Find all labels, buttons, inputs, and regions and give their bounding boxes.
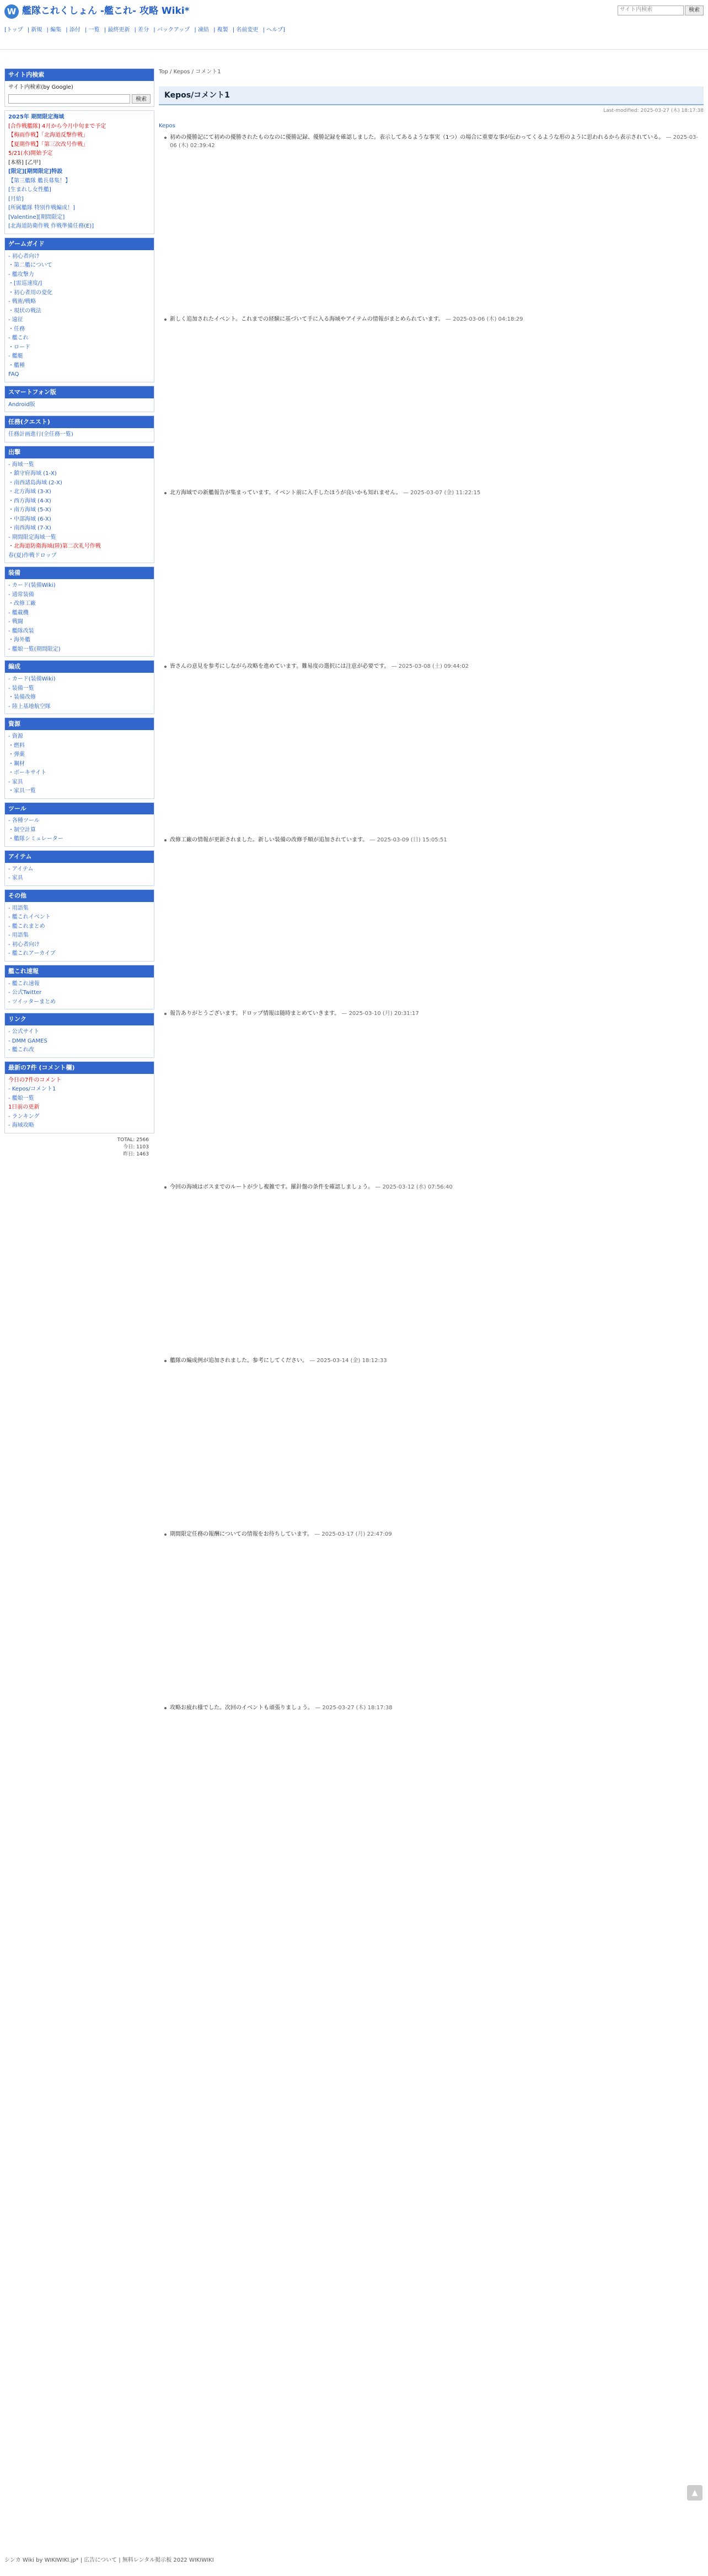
event-item[interactable]: [合作戦艦隊] 4月から今月中旬まで予定 — [8, 123, 106, 129]
nav-rename[interactable]: | 名前変更 — [232, 27, 259, 33]
scroll-top-icon[interactable]: ▲ — [687, 2485, 702, 2501]
game-guide-box — [4, 237, 154, 382]
comment-date: — 2025-03-12 (水) 07:56:40 — [375, 1184, 453, 1191]
resource-item[interactable]: - 家具 — [8, 779, 23, 785]
link-title: リンク — [5, 1013, 154, 1025]
event-item[interactable]: 5/21(水)開始予定 — [8, 150, 53, 157]
sortie-item[interactable]: ・北方海域 (3-X) — [8, 489, 51, 495]
resource-item[interactable]: ・弾薬 — [8, 752, 25, 758]
nav-copy[interactable]: | 複製 — [213, 27, 228, 33]
guide-item[interactable]: - 艦艇 — [8, 353, 23, 360]
guide-item[interactable]: ・任務 — [8, 326, 25, 332]
tools-title: ツール — [5, 803, 154, 815]
sortie-item[interactable]: ・中部海域 (6-X) — [8, 516, 51, 522]
equip-title: 編成 — [5, 661, 154, 673]
comment-item — [170, 1530, 704, 1538]
other-box — [4, 889, 154, 962]
recent-item[interactable]: - 艦娘一覧 — [8, 1095, 34, 1101]
comment-text: 期間限定任務の報酬についての情報をお待ちしています。 — [170, 1531, 315, 1538]
news-title: 艦これ速報 — [5, 965, 154, 978]
resource-item[interactable]: ・燃料 — [8, 742, 25, 749]
event-sub[interactable]: [所属艦隊 特別作戦編成！] — [8, 205, 75, 212]
sortie-item[interactable]: ・南方海域 (5-X) — [8, 507, 51, 514]
nav-backup[interactable]: | バックアップ — [153, 27, 190, 33]
recent-item: 1日前の更新 — [8, 1104, 40, 1111]
site-search-box — [4, 68, 154, 107]
equip-box — [4, 660, 154, 714]
comment-text: 新しく追加されたイベント。これまでの経験に基づいて手に入る海域やアイテムの情報がまとめられています。 — [170, 316, 446, 323]
fleet-item[interactable]: - 艦隊改装 — [8, 628, 34, 634]
resource-item[interactable]: ・家具一覧 — [8, 788, 36, 794]
nav-help[interactable]: | ヘルプ] — [262, 27, 286, 33]
resource-box — [4, 717, 154, 798]
comment-text: 艦隊の編成例が追加されました。参考にしてください。 — [170, 1358, 310, 1364]
guide-item[interactable]: ・ロード — [8, 344, 30, 350]
news-item[interactable]: - 艦これ速報 — [8, 980, 40, 987]
fleet-item[interactable]: ・改修工廠 — [8, 601, 36, 607]
comment-date: — 2025-03-17 (月) 22:47:09 — [314, 1531, 392, 1538]
other-item[interactable]: - 用語集 — [8, 905, 29, 911]
quest-title: 任務(クエスト) — [5, 416, 154, 428]
recent-item[interactable]: - 海域攻略 — [8, 1122, 34, 1129]
fleet-item[interactable]: - 艦載機 — [8, 609, 29, 616]
sortie-item[interactable]: ・西方海域 (4-X) — [8, 498, 51, 504]
site-header — [0, 0, 708, 50]
fleet-box — [4, 566, 154, 657]
comment-date: — 2025-03-14 (金) 18:12:33 — [309, 1358, 387, 1364]
nav-recent[interactable]: | 最終更新 — [104, 27, 130, 33]
guide-item[interactable]: - 戦術/戦略 — [8, 299, 36, 305]
event-sub[interactable]: [北海道防衛作戦 作戦準備任務(E)] — [8, 223, 94, 230]
items-title: アイテム — [5, 851, 154, 863]
comment-item — [170, 1704, 704, 1712]
guide-item[interactable]: ・[雷巡速度/] — [8, 280, 42, 287]
top-navbar — [4, 26, 704, 35]
guide-item[interactable]: ・初心者用の変化 — [8, 289, 52, 296]
sortie-title: 出撃 — [5, 446, 154, 458]
news-item[interactable]: - 公式Twitter — [8, 990, 42, 996]
comment-date: — 2025-03-06 (木) 04:18:29 — [446, 316, 523, 323]
equip-item[interactable]: - カード(装備Wiki) — [8, 676, 56, 683]
fleet-item[interactable]: ・海外艦 — [8, 637, 30, 644]
event-item[interactable]: 【梅雨作戦】「北海道反撃作戦」 — [8, 132, 88, 139]
comment-list — [159, 133, 704, 1712]
comment-item — [170, 1357, 704, 1365]
comment-text: 北方海域での新艦報告が集まっています。イベント前に入手したほうが良いかも知れません。 — [170, 490, 403, 496]
link-box — [4, 1013, 154, 1057]
event-item[interactable]: [本格] [乙甲] — [8, 159, 41, 166]
fleet-title: 装備 — [5, 567, 154, 579]
fleet-item[interactable]: - 戦闘 — [8, 619, 23, 625]
news-item[interactable]: - ツイッターまとめ — [8, 998, 56, 1005]
nav-freeze[interactable]: | 凍結 — [194, 27, 209, 33]
guide-item[interactable]: - 艦これ — [8, 335, 29, 342]
quest-item[interactable]: 任務計画進行(全任務一覧) — [8, 431, 73, 438]
comment-item — [170, 1183, 704, 1191]
nav-new[interactable]: | 新規 — [27, 27, 42, 33]
comment-text: 報告ありがとうございます。ドロップ情報は随時まとめていきます。 — [170, 1011, 342, 1017]
page-title: Kepos/コメント1 — [159, 87, 704, 105]
footer: シンカ Wiki by WIKIWIKI.jp* | 広告について | 無料レンタル掲示板 2022 WIKIWIKI — [4, 2557, 214, 2563]
link-item[interactable]: - 艦これ改 — [8, 1047, 34, 1054]
recent-box — [4, 1061, 154, 1133]
event-sub[interactable]: [月給] — [8, 196, 24, 202]
event-box — [4, 110, 154, 234]
quest-box — [4, 415, 154, 442]
resource-item[interactable]: - 資源 — [8, 733, 23, 739]
tools-item[interactable]: ・艦隊シミュレーター — [8, 836, 63, 843]
event-sub[interactable]: [生まれし女性艦] — [8, 187, 51, 193]
comment-text: 攻略お疲れ様でした。次回のイベントも頑張りましょう。 — [170, 1705, 315, 1711]
equip-item[interactable]: ・装備改修 — [8, 694, 36, 701]
sortie-item[interactable]: ・南西諸島海域 (2-X) — [8, 479, 62, 486]
recent-item[interactable]: - Kepos/コメント1 — [8, 1086, 56, 1093]
fleet-item[interactable]: - カード(装備Wiki) — [8, 582, 56, 589]
nav-list[interactable]: | 一覧 — [85, 27, 100, 33]
equip-item[interactable]: - 陸上基地航空隊 — [8, 703, 51, 710]
other-item[interactable]: - 初心者向け — [8, 941, 40, 948]
nav-edit[interactable]: | 編集 — [46, 27, 62, 33]
site-search-button[interactable]: 検索 — [685, 6, 704, 15]
comment-date: — 2025-03-06 (木) 02:39:42 — [170, 134, 699, 149]
comment-item — [170, 133, 704, 150]
game-guide-title: ゲームガイド — [5, 238, 154, 250]
comment-date: — 2025-03-07 (金) 11:22:15 — [403, 490, 481, 496]
kepos-link[interactable]: Kepos — [159, 122, 175, 129]
sortie-item[interactable]: 春(夏)作戦ドロップ — [8, 552, 57, 559]
sortie-item[interactable]: - 海域一覧 — [8, 461, 34, 468]
counter-today: 今日: 1103 — [123, 1144, 149, 1150]
comment-date: — 2025-03-08 (土) 09:44:02 — [391, 663, 469, 670]
counter-total: TOTAL: 2566 — [117, 1137, 149, 1143]
nav-top[interactable]: [トップ — [4, 27, 23, 33]
comment-item — [170, 662, 704, 671]
other-item[interactable]: - 艦これイベント — [8, 914, 51, 921]
resource-item[interactable]: ・鋼材 — [8, 760, 25, 767]
tools-box — [4, 802, 154, 847]
recent-title: 最新の7件 (コメント欄) — [5, 1062, 154, 1074]
comment-item — [170, 1009, 704, 1018]
comment-text: 今回の海域はボスまでのルートが少し複雑です。羅針盤の条件を確認しましょう。 — [170, 1184, 376, 1191]
smartphone-item[interactable]: Android版 — [8, 401, 35, 408]
guide-item[interactable]: ・第二艦について — [8, 262, 52, 269]
counter-yesterday: 昨日: 1463 — [123, 1151, 149, 1157]
site-title[interactable]: 艦隊これくしょん -艦これ- 攻略 Wiki* — [22, 6, 190, 17]
items-box — [4, 850, 154, 886]
comment-date: — 2025-03-10 (月) 20:31:17 — [341, 1011, 419, 1017]
link-item[interactable]: - DMM GAMES — [8, 1038, 47, 1044]
fleet-item[interactable]: - 艦娘一覧(期間限定) — [8, 646, 61, 652]
items-item[interactable]: - 家具 — [8, 875, 23, 882]
nav-diff[interactable]: | 差分 — [134, 27, 149, 33]
menubar-search-button[interactable]: 検索 — [132, 94, 151, 104]
sortie-item[interactable]: - 期間限定海域一覧 — [8, 534, 56, 541]
smartphone-title: スマートフォン版 — [5, 386, 154, 398]
tools-item[interactable]: ・制空計算 — [8, 827, 36, 833]
comment-item — [170, 489, 704, 497]
comment-date: — 2025-03-09 (日) 15:05:51 — [369, 837, 447, 844]
tools-item[interactable]: - 各種ツール — [8, 818, 40, 824]
other-title: その他 — [5, 890, 154, 902]
comment-date: — 2025-03-27 (木) 18:17:38 — [315, 1705, 393, 1711]
comment-item — [170, 836, 704, 844]
resource-item[interactable]: ・ボーキサイト — [8, 770, 47, 776]
link-item[interactable]: - 公式サイト — [8, 1029, 40, 1035]
event-item[interactable]: 2025年 期間限定海域 — [8, 114, 65, 121]
guide-item[interactable]: FAQ — [8, 371, 19, 378]
event-sub[interactable]: [Valentine][期間限定] — [8, 214, 65, 220]
recent-item: 今日の7件のコメント — [8, 1077, 62, 1083]
site-logo-icon[interactable]: W — [4, 4, 19, 19]
recent-item[interactable]: - ランキング — [8, 1113, 40, 1120]
comment-text: 改修工廠の情報が更新されました。新しい装備の改修手順が追加されています。 — [170, 837, 370, 844]
resource-title: 資源 — [5, 718, 154, 730]
main-content — [159, 68, 704, 1877]
event-sub[interactable]: [限定][期間限定]特設 — [8, 169, 63, 175]
news-box — [4, 965, 154, 1009]
other-item[interactable]: - 用語集 — [8, 932, 29, 939]
items-item[interactable]: - アイテム — [8, 866, 34, 872]
guide-item[interactable]: - 初心者向け — [8, 253, 40, 260]
event-item[interactable]: 【夏期作戦】「第三次改号作戦」 — [8, 141, 88, 148]
guide-item[interactable]: ・現状の戦法 — [8, 307, 41, 314]
other-item[interactable]: - 艦これまとめ — [8, 923, 45, 930]
sortie-box — [4, 446, 154, 563]
menubar — [4, 68, 154, 1158]
event-sub[interactable]: 【第三艦隊 艦長募集！】 — [8, 177, 71, 184]
nav-attach[interactable]: | 添付 — [66, 27, 81, 33]
menubar-search-input[interactable] — [8, 94, 130, 104]
sortie-item[interactable]: ・南西海域 (7-X) — [8, 525, 51, 532]
guide-item[interactable]: ・艦種 — [8, 362, 25, 369]
comment-item — [170, 315, 704, 323]
fleet-item[interactable]: - 通常装備 — [8, 591, 34, 598]
last-modified: Last-modified: 2025-03-27 (木) 18:17:38 — [603, 107, 704, 114]
smartphone-box — [4, 386, 154, 412]
comment-text: 初めの優勝記にて初めの優勝されたものなのに優勝記録、優勝記録を確認しました。表示してあるような事実（1つ）の場合に重要な事が伝わってくるような形のように思われるから表示されている。 — [170, 134, 666, 141]
breadcrumb[interactable]: Top / Kepos / コメント1 — [159, 69, 221, 75]
guide-item[interactable]: - 遠征 — [8, 317, 23, 323]
site-search-label: サイト内検索(by Google) — [8, 84, 73, 90]
sortie-item[interactable]: ・北海道防衛海域(陸)第二次礼号作戦 — [8, 543, 101, 550]
site-search-input[interactable]: サイト内検索 — [618, 6, 684, 15]
equip-item[interactable]: - 装備一覧 — [8, 685, 34, 692]
guide-item[interactable]: - 艦攻撃力 — [8, 271, 34, 278]
comment-text: 皆さんの意見を参考にしながら攻略を進めています。難易度の選択には注意が必要です。 — [170, 663, 391, 670]
other-item[interactable]: - 艦これアーカイブ — [8, 951, 56, 957]
sortie-item[interactable]: ・鎮守府海域 (1-X) — [8, 471, 57, 477]
site-search-box-title: サイト内検索 — [5, 69, 154, 81]
